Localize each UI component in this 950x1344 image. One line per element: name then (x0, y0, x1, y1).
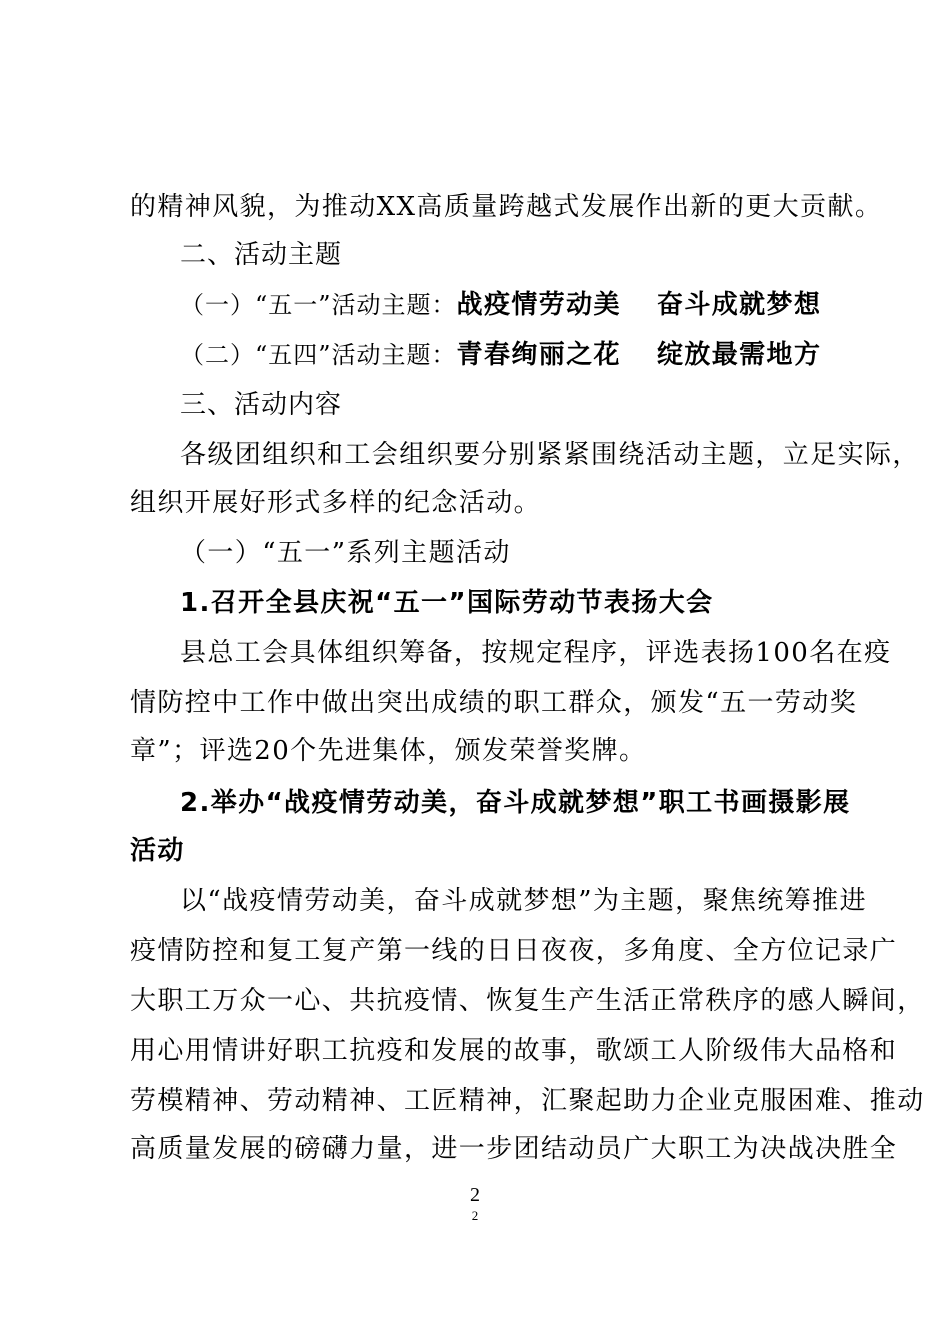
item-heading-1: 1.召开全县庆祝“五一”国际劳动节表扬大会 (180, 588, 714, 618)
theme-text: 青春绚丽之花 (456, 340, 621, 370)
theme-text: 奋斗成就梦想 (656, 290, 822, 320)
item-heading-2-cont: 活动 (130, 836, 185, 866)
paragraph-line: 章”；评选20个先进集体，颁发荣誉奖牌。 (130, 736, 647, 766)
paragraph-line: 疫情防控和复工复产第一线的日日夜夜，多角度、全方位记录广 (130, 936, 898, 966)
theme-text: 战疫情劳动美 (456, 290, 621, 320)
theme-label: （一）“五一”活动主题： (180, 291, 457, 319)
section-heading-theme: 二、活动主题 (180, 240, 343, 270)
page-number-secondary: 2 (471, 1208, 479, 1223)
subsection-heading: （一）“五一”系列主题活动 (180, 538, 511, 568)
paragraph-line: 情防控中工作中做出突出成绩的职工群众，颁发“五一劳动奖 (130, 688, 858, 718)
section-heading-content: 三、活动内容 (180, 390, 343, 420)
paragraph-line: 高质量发展的磅礴力量，进一步团结动员广大职工为决战决胜全 (130, 1134, 898, 1164)
paragraph-line: 县总工会具体组织筹备，按规定程序，评选表扬100名在疫 (180, 638, 892, 668)
item-heading-2: 2.举办“战疫情劳动美，奋斗成就梦想”职工书画摄影展 (180, 788, 851, 818)
paragraph-line: 各级团组织和工会组织要分别紧紧围绕活动主题，立足实际， (180, 440, 920, 470)
paragraph-line: 劳模精神、劳动精神、工匠精神，汇聚起助力企业克服困难、推动 (130, 1086, 925, 1116)
paragraph-line: 以“战疫情劳动美，奋斗成就梦想”为主题，聚焦统筹推进 (180, 886, 867, 916)
paragraph-line: 组织开展好形式多样的纪念活动。 (130, 488, 542, 518)
paragraph-line: 用心用情讲好职工抗疫和发展的故事，歌颂工人阶级伟大品格和 (130, 1036, 898, 1066)
paragraph-line: 大职工万众一心、共抗疫情、恢复生产生活正常秩序的感人瞬间， (130, 986, 925, 1016)
theme-label: （二）“五四”活动主题： (180, 341, 457, 369)
page-number: 2 (470, 1184, 480, 1206)
theme-line-may-first (180, 280, 835, 330)
theme-text: 绽放最需地方 (656, 340, 822, 370)
theme-line-may-fourth (180, 330, 835, 380)
paragraph-line: 的精神风貌，为推动XX高质量跨越式发展作出新的更大贡献。 (130, 192, 883, 222)
